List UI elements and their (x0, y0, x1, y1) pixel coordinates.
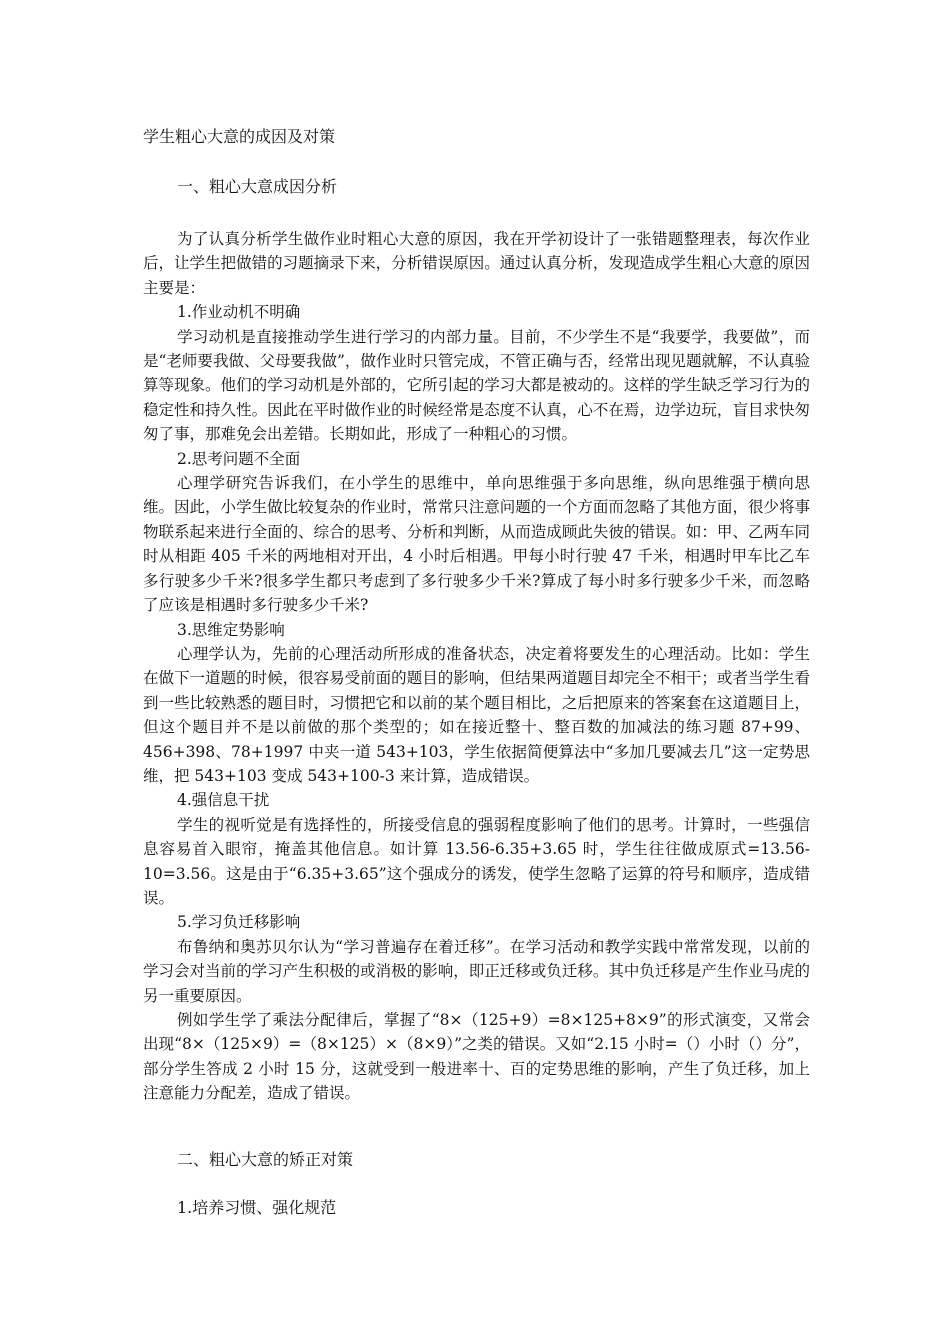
cause-paragraph-1: 学习动机是直接推动学生进行学习的内部力量。目前，不少学生不是“我要学，我要做”，而是“老师要我做、父母要我做”，做作业时只管完成，不管正确与否，经常出现见题就解，不认真验算等现象。他们的学习动机是外部的，它所引起的学习大都是被动的。这样的学生缺乏学习行为的稳定性和持久性。因此在平时做作业的时候经常是态度不认真，心不在焉，边学边玩，盲目求快匆匆了事，那难免会出差错。长期如此，形成了一种粗心的习惯。 (143, 327, 810, 444)
cause-heading-4: 4.强信息干扰 (177, 791, 270, 810)
section-heading-2: 二、粗心大意的矫正对策 (177, 1150, 354, 1169)
document-title: 学生粗心大意的成因及对策 (143, 127, 336, 146)
cause-paragraph-5b: 例如学生学了乘法分配律后，掌握了“8×（125+9）=8×125+8×9”的形式演变，又常会出现“8×（125×9）=（8×125）×（8×9）”之类的错误。又如“2.15 小时=（）小时（）分”，部分学生答成 2 小时 15 分，这就受到一般进率十、百的定势思维的影响，产生了负迁移，加上注意能力分配差，造成了错误。 (143, 1011, 810, 1103)
cause-paragraph-3: 心理学认为，先前的心理活动所形成的准备状态，决定着将要发生的心理活动。比如：学生在做下一道题的时候，很容易受前面的题目的影响，但结果两道题目却完全不相干；或者当学生看到一些比较熟悉的题目时，习惯把它和以前的某个题目相比，之后把原来的答案套在这道题目上，但这个题目并不是以前做的那个类型的；如在接近整十、整百数的加减法的练习题 87+99、456+398、78+1997 中夹一道 543+103，学生依据简便算法中“多加几要减去几”这一定势思维，把 543+103 变成 543+100-3 来计算，造成错误。 (143, 644, 810, 785)
cause-paragraph-2: 心理学研究告诉我们，在小学生的思维中，单向思维强于多向思维，纵向思维强于横向思维。因此，小学生做比较复杂的作业时，常常只注意问题的一个方面而忽略了其他方面，很少将事物联系起来进行全面的、综合的思考、分析和判断，从而造成顾此失彼的错误。如：甲、乙两车同时从相距 405 千米的两地相对开出，4 小时后相遇。甲每小时行驶 47 千米，相遇时甲车比乙车多行驶多少千米?很多学生都只考虑到了多行驶多少千米?算成了每小时多行驶多少千米，而忽略了应该是相遇时多行驶多少千米? (143, 474, 810, 615)
section-1-body (143, 227, 810, 1106)
cause-heading-1: 1.作业动机不明确 (177, 303, 301, 322)
section-heading-1: 一、粗心大意成因分析 (177, 177, 338, 196)
intro-paragraph: 为了认真分析学生做作业时粗心大意的原因，我在开学初设计了一张错题整理表，每次作业后，让学生把做错的习题摘录下来，分析错误原因。通过认真分析，发现造成学生粗心大意的原因主要是： (143, 230, 810, 297)
remedy-heading-1: 1.培养习惯、强化规范 (177, 1198, 337, 1217)
cause-heading-5: 5.学习负迁移影响 (177, 913, 301, 932)
cause-heading-2: 2.思考问题不全面 (177, 449, 301, 468)
cause-paragraph-4: 学生的视听觉是有选择性的，所接受信息的强弱程度影响了他们的思考。计算时，一些强信息容易首入眼帘，掩盖其他信息。如计算 13.56-6.35+3.65 时，学生往往做成原式=13.56-10=3.56。这是由于“6.35+3.65”这个强成分的诱发，使学生忽略了运算的符号和顺序，造成错误。 (143, 815, 810, 907)
cause-heading-3: 3.思维定势影响 (177, 620, 285, 639)
cause-paragraph-5a: 布鲁纳和奥苏贝尔认为“学习普遍存在着迁移”。在学习活动和教学实践中常常发现，以前的学习会对当前的学习产生积极的或消极的影响，即正迁移或负迁移。其中负迁移是产生作业马虎的另一重要原因。 (143, 937, 810, 1005)
